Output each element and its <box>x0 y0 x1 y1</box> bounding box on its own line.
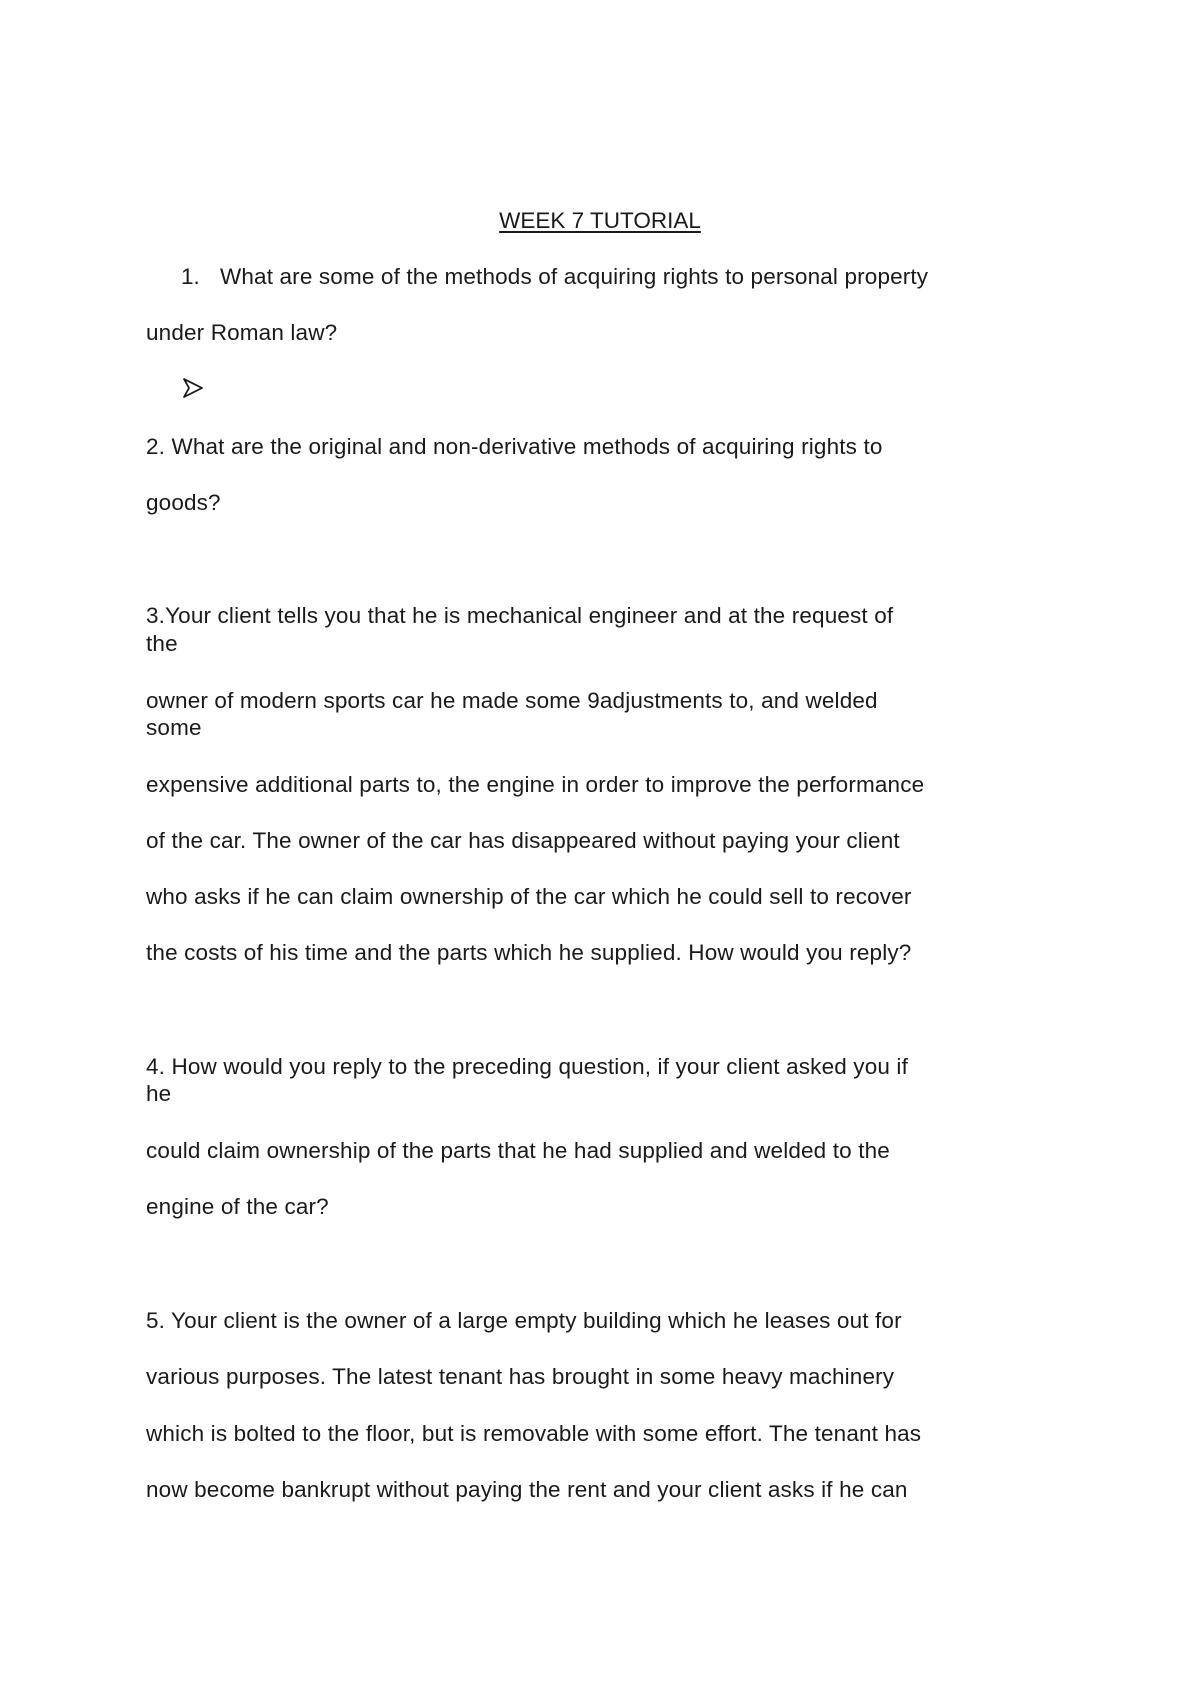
q3-line-1: 3.Your client tells you that he is mechanical engineer and at the request of <box>146 603 894 628</box>
q1-line-2: under Roman law? <box>146 320 338 345</box>
q5-line-1: 5. Your client is the owner of a large empty building which he leases out for <box>146 1308 902 1333</box>
arrowhead-bullet-icon <box>181 376 205 400</box>
q1-number: 1. <box>181 264 200 289</box>
q3-line-3: expensive additional parts to, the engine in order to improve the performance <box>146 772 925 797</box>
q4-line-2: could claim ownership of the parts that he had supplied and welded to the <box>146 1138 890 1163</box>
document-title: WEEK 7 TUTORIAL <box>499 208 701 233</box>
q3-line-2-wrap: some <box>146 715 202 740</box>
q2-line-1: 2. What are the original and non-derivative methods of acquiring rights to <box>146 434 883 459</box>
q4-line-1-wrap: he <box>146 1081 172 1106</box>
q3-line-6: the costs of his time and the parts which he supplied. How would you reply? <box>146 940 912 965</box>
q3-line-4: of the car. The owner of the car has disappeared without paying your client <box>146 828 900 853</box>
q4-line-1: 4. How would you reply to the preceding question, if your client asked you if <box>146 1054 908 1079</box>
q3-line-5: who asks if he can claim ownership of the car which he could sell to recover <box>146 884 912 909</box>
q5-line-3: which is bolted to the floor, but is removable with some effort. The tenant has <box>146 1421 922 1446</box>
q5-line-4: now become bankrupt without paying the rent and your client asks if he can <box>146 1477 908 1502</box>
q5-line-2: various purposes. The latest tenant has brought in some heavy machinery <box>146 1364 895 1389</box>
q3-line-1-wrap: the <box>146 631 178 656</box>
q4-line-3: engine of the car? <box>146 1194 329 1219</box>
q2-line-2: goods? <box>146 490 221 515</box>
q3-line-2: owner of modern sports car he made some 9adjustments to, and welded <box>146 688 878 713</box>
q1-line-1: What are some of the methods of acquiring rights to personal property <box>220 264 929 289</box>
